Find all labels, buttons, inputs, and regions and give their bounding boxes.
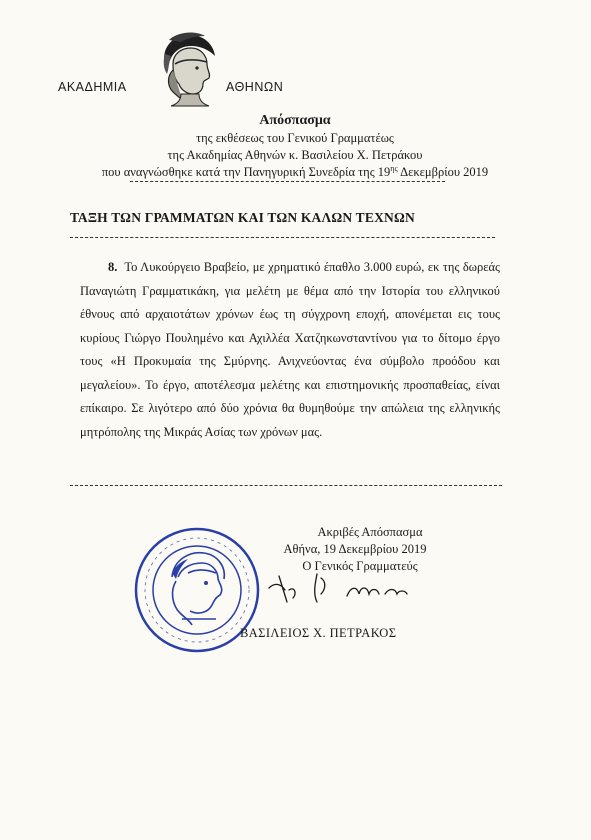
- title-line-1: της εκθέσεως του Γενικού Γραμματέως: [196, 131, 394, 145]
- certified-extract-line: Ακριβές Απόσπασμα: [317, 525, 423, 539]
- academy-name-left: ΑΚΑΔΗΜΙΑ: [58, 80, 127, 94]
- item-number: 8.: [108, 260, 118, 274]
- dashed-divider-3: [70, 485, 502, 486]
- title-line-3: [100, 164, 490, 181]
- title-line-3-sup: ης: [390, 163, 398, 173]
- closing-block: [220, 524, 470, 575]
- paragraph-text: Το Λυκούργειο Βραβείο, με χρηματικό έπαθλο 3.000 ευρώ, εκ της δωρεάς Παναγιώτη Γραμματικάκη, για μελέτη με θέμα από την Ιστορία του ελληνικού έθνους από αρχαιοτάτων χρόνων έως τη σύγχρονη εποχή, απονέμεται εις τους κυρίους Γιώργο Πουλημένο και Αχιλλέα Χατζηκωνσταντίνου για το δίτομο έργο τους «Η Προκυμαία της Σμύρνης. Ανιχνεύοντας ένα σύμβολο προόδου και μεγαλείου». Το έργο, αποτέλεσμα μελέτης και επιστημονικής προσπαθείας, είναι επίκαιρο. Σε λιγότερο από δύο χρόνια θα θυμηθούμε την απώλεια της ελληνικής μητρόπολης της Μικράς Ασίας των χρόνων μας.: [80, 260, 501, 439]
- academy-name-right: ΑΘΗΝΩΝ: [226, 80, 284, 94]
- title-line-3-pre: που αναγνώσθηκε κατά την Πανηγυρική Συνεδρία της 19: [101, 165, 391, 179]
- signer-name: ΒΑΣΙΛΕΙΟΣ Χ. ΠΕΤΡΑΚΟΣ: [240, 626, 397, 640]
- section-heading: ΤΑΞΗ ΤΩΝ ΓΡΑΜΜΑΤΩΝ ΚΑΙ ΤΩΝ ΚΑΛΩΝ ΤΕΧΝΩΝ: [70, 210, 415, 225]
- place-date-line: Αθήνα, 19 Δεκεμβρίου 2019: [283, 542, 427, 556]
- dashed-divider-1: [130, 181, 445, 182]
- letterhead: [58, 30, 318, 110]
- extract-title-block: [100, 112, 490, 181]
- secretary-title-line: Ο Γενικός Γραμματεύς: [302, 559, 418, 573]
- dashed-divider-2: [70, 237, 495, 238]
- document-title: Απόσπασμα: [259, 113, 331, 128]
- title-line-3-post: Δεκεμβρίου 2019: [397, 165, 489, 179]
- award-paragraph: [80, 256, 500, 444]
- title-line-2: της Ακαδημίας Αθηνών κ. Βασιλείου Χ. Πετράκου: [167, 148, 423, 162]
- athena-head-icon: [151, 30, 223, 110]
